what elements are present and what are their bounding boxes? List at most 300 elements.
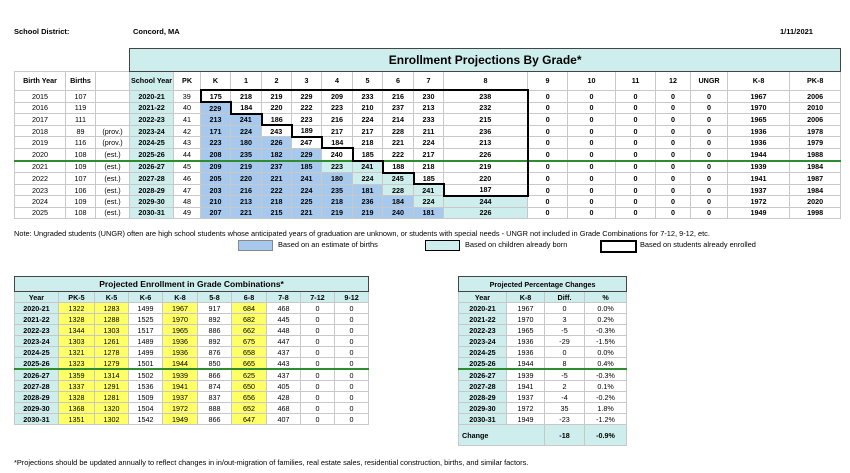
table-cell: 0 <box>691 184 728 196</box>
table-cell: 210 <box>201 196 231 208</box>
table-cell: 218 <box>414 161 444 173</box>
table-cell: (est.) <box>96 161 130 173</box>
table-cell: 0 <box>656 173 691 185</box>
table-cell: 1.8% <box>585 403 627 414</box>
table-cell: 468 <box>267 403 301 414</box>
table-cell: 44 <box>174 148 201 160</box>
table-cell: 1944 <box>728 148 790 160</box>
table-cell: 0 <box>568 114 616 126</box>
table-cell: 0 <box>335 303 369 314</box>
table-cell: 217 <box>353 125 383 137</box>
table-cell: 219 <box>231 161 262 173</box>
column-header: UNGR <box>691 72 728 91</box>
table-cell: 1937 <box>728 184 790 196</box>
table-cell: 1972 <box>507 403 545 414</box>
column-header: PK-5 <box>59 292 95 303</box>
table-cell: 0 <box>528 173 568 185</box>
table-cell: 0 <box>301 403 335 414</box>
column-header: 9 <box>528 72 568 91</box>
table-cell: 2028-29 <box>459 392 507 403</box>
table-cell: 223 <box>322 102 353 114</box>
table-cell: 186 <box>262 114 292 126</box>
table-cell: 220 <box>231 173 262 185</box>
table-cell: 0 <box>568 196 616 208</box>
table-cell: 2020 <box>790 196 841 208</box>
table-cell: 1988 <box>790 148 841 160</box>
table-cell: -4 <box>545 392 585 403</box>
table-cell: 0 <box>691 161 728 173</box>
table-cell: 0 <box>568 207 616 218</box>
table-cell: 0 <box>656 161 691 173</box>
table-cell: 2020 <box>15 148 66 160</box>
table-cell: 2025-26 <box>459 358 507 370</box>
table-cell: 1967 <box>507 303 545 314</box>
table-cell: 0 <box>528 90 568 102</box>
table-cell: 175 <box>201 90 231 102</box>
column-header: PK-8 <box>790 72 841 91</box>
projection-row <box>15 137 841 149</box>
table-cell: 0 <box>568 137 616 149</box>
table-cell: 0 <box>568 102 616 114</box>
table-cell: 3 <box>545 314 585 325</box>
projection-row <box>15 161 841 173</box>
column-header: Birth Year <box>15 72 66 91</box>
change-label: Change <box>459 425 545 446</box>
column-header: School Year <box>130 72 174 91</box>
table-cell: 0 <box>528 184 568 196</box>
table-cell: 0 <box>301 325 335 336</box>
table-cell: 0 <box>691 137 728 149</box>
column-header: K-8 <box>507 292 545 303</box>
table-cell: 241 <box>353 161 383 173</box>
table-cell: 1972 <box>163 403 198 414</box>
table-cell: 211 <box>414 125 444 137</box>
table-cell: 218 <box>231 90 262 102</box>
table-cell: 2024-25 <box>130 137 174 149</box>
table-cell: 181 <box>353 184 383 196</box>
table-cell: 1941 <box>728 173 790 185</box>
table-cell: 182 <box>262 148 292 160</box>
table-cell <box>96 90 130 102</box>
projection-row <box>15 196 841 208</box>
table-cell: 2030-31 <box>130 207 174 218</box>
percent-title: Projected Percentage Changes <box>459 277 627 292</box>
table-cell: 107 <box>66 173 96 185</box>
table-cell: 247 <box>292 137 322 149</box>
table-cell: 2021-22 <box>15 314 59 325</box>
table-cell: 2027-28 <box>15 381 59 392</box>
column-header: % <box>585 292 627 303</box>
table-cell: 1303 <box>59 336 95 347</box>
combination-row <box>15 336 369 347</box>
column-header: 3 <box>292 72 322 91</box>
table-cell: 0 <box>335 358 369 370</box>
table-cell: 647 <box>232 414 267 425</box>
percent-row <box>459 358 627 370</box>
percent-row <box>459 414 627 425</box>
table-cell: 2028-29 <box>15 392 59 403</box>
table-cell: 2025 <box>15 207 66 218</box>
table-cell: 2027-28 <box>130 173 174 185</box>
table-cell: 214 <box>383 114 414 126</box>
table-cell: 1936 <box>507 336 545 347</box>
table-cell: 1320 <box>95 403 129 414</box>
table-cell: 232 <box>444 102 528 114</box>
table-cell: 226 <box>444 207 528 218</box>
footnote: *Projections should be updated annually to reflect changes in in/out-migration of families, real estate sales, residential construction, births, and similar factors. <box>14 458 529 467</box>
table-cell: 0 <box>528 125 568 137</box>
table-cell: 233 <box>353 90 383 102</box>
table-cell: 46 <box>174 173 201 185</box>
table-cell: 1291 <box>95 381 129 392</box>
projection-row <box>15 125 841 137</box>
table-cell: 2024-25 <box>15 347 59 358</box>
table-cell: 2 <box>545 381 585 392</box>
table-cell: 1502 <box>129 369 163 381</box>
table-cell: 213 <box>414 102 444 114</box>
table-cell: 0 <box>656 207 691 218</box>
table-cell: 223 <box>322 161 353 173</box>
table-cell: 1972 <box>728 196 790 208</box>
table-cell: 0 <box>616 102 656 114</box>
table-cell: 229 <box>201 102 231 114</box>
table-cell: 0 <box>528 207 568 218</box>
table-cell: 2026-27 <box>459 369 507 381</box>
combination-row <box>15 392 369 403</box>
table-cell: 224 <box>414 137 444 149</box>
table-cell: 221 <box>383 137 414 149</box>
table-cell: 216 <box>231 184 262 196</box>
table-cell: 0 <box>568 184 616 196</box>
table-cell: 1322 <box>59 303 95 314</box>
table-cell: 1979 <box>790 137 841 149</box>
table-cell: 185 <box>292 161 322 173</box>
table-cell: 189 <box>292 125 322 137</box>
table-cell: 837 <box>198 392 232 403</box>
table-cell: 0.0% <box>585 347 627 358</box>
table-cell: 1337 <box>59 381 95 392</box>
table-cell: 2026-27 <box>15 369 59 381</box>
table-cell: 1936 <box>728 137 790 149</box>
table-cell: 2030-31 <box>15 414 59 425</box>
table-cell: 230 <box>414 90 444 102</box>
table-cell: (est.) <box>96 173 130 185</box>
table-cell: 0 <box>656 90 691 102</box>
combination-row <box>15 358 369 370</box>
table-cell: 625 <box>232 369 267 381</box>
column-header: Year <box>15 292 59 303</box>
table-cell: 1323 <box>59 358 95 370</box>
table-cell: 0 <box>528 196 568 208</box>
table-cell: 0 <box>616 184 656 196</box>
table-cell: 203 <box>201 184 231 196</box>
column-header: Births <box>66 72 96 91</box>
table-cell: 0 <box>301 336 335 347</box>
table-cell: 209 <box>201 161 231 173</box>
table-cell: 2023-24 <box>130 125 174 137</box>
table-cell: -23 <box>545 414 585 425</box>
table-cell: 0 <box>301 381 335 392</box>
table-cell: 229 <box>292 148 322 160</box>
table-cell: 1499 <box>129 303 163 314</box>
column-header: 6 <box>383 72 414 91</box>
table-cell: 2025-26 <box>15 358 59 370</box>
table-cell: 876 <box>198 347 232 358</box>
table-cell: 0 <box>691 196 728 208</box>
combination-row <box>15 414 369 425</box>
column-header: 1 <box>231 72 262 91</box>
combination-row <box>15 303 369 314</box>
main-title: Enrollment Projections By Grade* <box>130 49 841 72</box>
percent-row <box>459 369 627 381</box>
table-cell: 48 <box>174 196 201 208</box>
table-cell: 1944 <box>507 358 545 370</box>
table-cell: 111 <box>66 114 96 126</box>
table-cell: 662 <box>232 325 267 336</box>
table-cell: 2022 <box>15 173 66 185</box>
table-cell: 2026-27 <box>130 161 174 173</box>
table-cell: 210 <box>353 102 383 114</box>
table-cell: 1536 <box>129 381 163 392</box>
table-cell: 219 <box>262 90 292 102</box>
table-cell: 229 <box>292 90 322 102</box>
table-cell: 2006 <box>790 90 841 102</box>
table-cell: 652 <box>232 403 267 414</box>
legend-label: Based on children already born <box>465 240 568 249</box>
table-cell: 221 <box>231 207 262 218</box>
table-cell: 42 <box>174 125 201 137</box>
table-cell: 0 <box>301 303 335 314</box>
table-cell: -5 <box>545 369 585 381</box>
table-cell: 437 <box>267 347 301 358</box>
table-cell: 1278 <box>95 347 129 358</box>
table-cell: 428 <box>267 392 301 403</box>
table-cell: 219 <box>353 207 383 218</box>
table-cell: 0 <box>616 125 656 137</box>
table-cell: 0 <box>616 148 656 160</box>
projection-row <box>15 114 841 126</box>
table-cell: 236 <box>353 196 383 208</box>
table-cell: 1525 <box>129 314 163 325</box>
table-cell: 2019 <box>15 137 66 149</box>
table-cell: 222 <box>262 184 292 196</box>
column-header: 2 <box>262 72 292 91</box>
table-cell: 205 <box>201 173 231 185</box>
table-cell: 445 <box>267 314 301 325</box>
table-cell: 1499 <box>129 347 163 358</box>
table-cell: 0 <box>301 347 335 358</box>
table-cell: 219 <box>322 207 353 218</box>
table-cell: 184 <box>322 137 353 149</box>
table-cell: -0.3% <box>585 369 627 381</box>
table-cell: 675 <box>232 336 267 347</box>
table-cell: 207 <box>201 207 231 218</box>
table-cell: 218 <box>322 196 353 208</box>
table-cell: 1368 <box>59 403 95 414</box>
table-cell: (est.) <box>96 148 130 160</box>
table-cell: 181 <box>414 207 444 218</box>
combination-row <box>15 325 369 336</box>
table-cell: (est.) <box>96 207 130 218</box>
table-cell: (prov.) <box>96 125 130 137</box>
grade-combinations-table <box>14 276 369 425</box>
table-cell: 0 <box>568 90 616 102</box>
table-cell: 0 <box>656 148 691 160</box>
percent-row <box>459 325 627 336</box>
column-header: 12 <box>656 72 691 91</box>
table-cell: 2023 <box>15 184 66 196</box>
table-cell: 0 <box>616 161 656 173</box>
table-cell: 684 <box>232 303 267 314</box>
table-cell: 180 <box>322 173 353 185</box>
enrollment-projections-table <box>14 48 841 219</box>
table-cell: -1.2% <box>585 414 627 425</box>
table-cell: 405 <box>267 381 301 392</box>
table-cell: 0 <box>528 102 568 114</box>
table-cell: 1501 <box>129 358 163 370</box>
table-cell: 220 <box>262 102 292 114</box>
table-cell: 1949 <box>163 414 198 425</box>
table-cell: 238 <box>444 90 528 102</box>
table-cell: 109 <box>66 196 96 208</box>
table-cell: 0 <box>616 114 656 126</box>
percent-row <box>459 347 627 358</box>
table-cell: 217 <box>322 125 353 137</box>
column-header: 11 <box>616 72 656 91</box>
table-cell: 448 <box>267 325 301 336</box>
table-cell: 1939 <box>728 161 790 173</box>
table-cell: 222 <box>292 102 322 114</box>
table-cell: 213 <box>201 114 231 126</box>
table-cell: 0 <box>616 173 656 185</box>
table-cell: 208 <box>201 148 231 160</box>
table-cell: 0 <box>528 161 568 173</box>
table-cell: 224 <box>292 184 322 196</box>
table-cell: 41 <box>174 114 201 126</box>
percentage-changes-table <box>458 276 627 446</box>
table-cell: (est.) <box>96 196 130 208</box>
table-cell: 0 <box>656 125 691 137</box>
table-cell: 1939 <box>507 369 545 381</box>
combination-row <box>15 347 369 358</box>
table-cell <box>96 114 130 126</box>
table-cell: 116 <box>66 137 96 149</box>
table-cell: 1288 <box>95 314 129 325</box>
table-cell: 0 <box>335 325 369 336</box>
table-cell: 0 <box>568 173 616 185</box>
table-cell: 1998 <box>790 207 841 218</box>
table-cell: 1941 <box>507 381 545 392</box>
table-cell: 0 <box>301 369 335 381</box>
table-cell: 917 <box>198 303 232 314</box>
table-cell: 0 <box>616 137 656 149</box>
table-cell: 2027-28 <box>459 381 507 392</box>
table-cell: 2016 <box>15 102 66 114</box>
table-cell: 228 <box>383 184 414 196</box>
table-cell: 2023-24 <box>15 336 59 347</box>
table-cell: -5 <box>545 325 585 336</box>
table-cell: 2030-31 <box>459 414 507 425</box>
table-cell: 171 <box>201 125 231 137</box>
table-cell: 215 <box>262 207 292 218</box>
table-cell: 1509 <box>129 392 163 403</box>
table-cell: 0 <box>616 90 656 102</box>
table-cell: 217 <box>414 148 444 160</box>
table-cell: 0.0% <box>585 303 627 314</box>
table-cell: 224 <box>353 173 383 185</box>
table-cell: 0 <box>691 114 728 126</box>
table-cell: 237 <box>383 102 414 114</box>
table-cell: 1936 <box>507 347 545 358</box>
table-cell: 109 <box>66 161 96 173</box>
percent-row <box>459 381 627 392</box>
table-cell: 0 <box>335 369 369 381</box>
table-cell: 886 <box>198 325 232 336</box>
change-row <box>459 425 627 446</box>
table-cell: 1949 <box>507 414 545 425</box>
table-cell: 1281 <box>95 392 129 403</box>
table-cell: 0.1% <box>585 381 627 392</box>
table-cell: 2022-23 <box>130 114 174 126</box>
table-cell: 650 <box>232 381 267 392</box>
table-cell: (est.) <box>96 184 130 196</box>
table-cell: 241 <box>292 173 322 185</box>
table-cell: 1984 <box>790 184 841 196</box>
table-cell: 224 <box>414 196 444 208</box>
column-header: 7-12 <box>301 292 335 303</box>
table-cell: 187 <box>444 184 528 196</box>
table-cell: 233 <box>414 114 444 126</box>
column-header: 7 <box>414 72 444 91</box>
column-header: 5 <box>353 72 383 91</box>
table-cell <box>96 102 130 114</box>
table-cell: 2024-25 <box>459 347 507 358</box>
table-cell: 0 <box>568 148 616 160</box>
table-cell: 216 <box>322 114 353 126</box>
combination-row <box>15 403 369 414</box>
table-cell: 2006 <box>790 114 841 126</box>
table-cell: 237 <box>262 161 292 173</box>
table-cell: 1967 <box>163 303 198 314</box>
legend-swatch-blue <box>238 240 273 251</box>
table-cell: 1279 <box>95 358 129 370</box>
table-cell: 243 <box>262 125 292 137</box>
table-cell: 1314 <box>95 369 129 381</box>
legend-label: Based on an estimate of births <box>278 240 378 249</box>
combination-row <box>15 381 369 392</box>
table-cell: 1970 <box>163 314 198 325</box>
table-cell: 0 <box>691 173 728 185</box>
district-label: School District: <box>14 27 70 36</box>
table-cell: 1984 <box>790 161 841 173</box>
table-cell: 185 <box>353 148 383 160</box>
table-cell: 1987 <box>790 173 841 185</box>
table-cell: 0 <box>656 114 691 126</box>
column-header: K <box>201 72 231 91</box>
table-cell: 240 <box>322 148 353 160</box>
change-diff: -18 <box>545 425 585 446</box>
report-date: 1/11/2021 <box>780 27 813 36</box>
table-cell: 2020-21 <box>459 303 507 314</box>
percent-row <box>459 303 627 314</box>
table-cell: 1489 <box>129 336 163 347</box>
table-cell: 220 <box>444 173 528 185</box>
column-header: 7-8 <box>267 292 301 303</box>
table-cell: 221 <box>262 173 292 185</box>
table-cell: 443 <box>267 358 301 370</box>
table-cell: 656 <box>232 392 267 403</box>
percent-row <box>459 403 627 414</box>
